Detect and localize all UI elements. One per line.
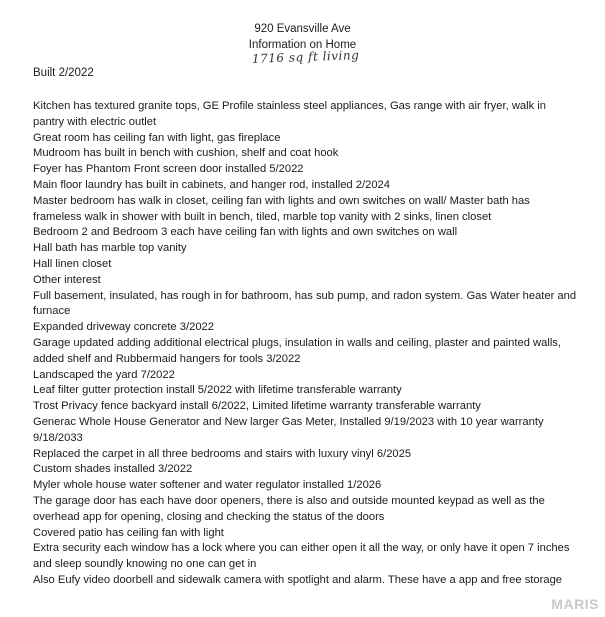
feature-item: Custom shades installed 3/2022: [33, 463, 193, 476]
address-heading: 920 Evansville Ave: [254, 23, 351, 35]
feature-list: [33, 99, 578, 589]
feature-item: Great room has ceiling fan with light, gas fireplace: [33, 131, 281, 144]
document-header: [0, 21, 605, 53]
feature-item: Expanded driveway concrete 3/2022: [33, 321, 214, 334]
maris-watermark: MARIS: [551, 596, 599, 612]
feature-item: Hall bath has marble top vanity: [33, 242, 187, 255]
feature-item: Bedroom 2 and Bedroom 3 each have ceiling fan with lights and own switches on wall: [33, 226, 458, 239]
feature-item: Generac Whole House Generator and New larger Gas Meter, Installed 9/19/2023 with 10 year warranty 9/18/2033: [33, 415, 544, 444]
feature-item: Landscaped the yard 7/2022: [33, 368, 175, 381]
feature-item: Garage updated adding additional electrical plugs, insulation in walls and ceiling, plaster and painted walls, added shelf and Rubbermaid hangers for tools 3/2022: [33, 336, 562, 365]
feature-item: Kitchen has textured granite tops, GE Profile stainless steel appliances, Gas range with air fryer, walk in pantry with electric outlet: [33, 100, 547, 128]
feature-item: Leaf filter gutter protection install 5/2022 with lifetime transferable warranty: [33, 384, 402, 397]
subtitle-heading: Information on Home: [248, 39, 357, 51]
feature-item: Mudroom has built in bench with cushion, shelf and coat hook: [33, 147, 339, 160]
feature-item: The garage door has each have door openers, there is also and outside mounted keypad as well as the overhead app for opening, closing and checking the status of the doors: [33, 494, 545, 523]
feature-item: Other interest: [33, 273, 101, 286]
built-date: Built 2/2022: [33, 67, 94, 79]
feature-item: Myler whole house water softener and water regulator installed 1/2026: [33, 479, 382, 492]
feature-item: Hall linen closet: [33, 257, 112, 270]
feature-item: Master bedroom has walk in closet, ceiling fan with lights and own switches on wall/ Master bath has frameless walk in shower with built in bench, tiled, marble top vanity with 2 sinks, linen closet: [33, 194, 530, 223]
feature-item: Covered patio has ceiling fan with light: [33, 526, 224, 539]
feature-item: Full basement, insulated, has rough in for bathroom, has sub pump, and radon system. Gas Water heater and furnace: [33, 289, 577, 318]
handwritten-note: 1716 sq ft living: [251, 48, 360, 66]
feature-item: Replaced the carpet in all three bedrooms and stairs with luxury vinyl 6/2025: [33, 447, 412, 460]
feature-item: Foyer has Phantom Front screen door installed 5/2022: [33, 163, 304, 176]
feature-item: Also Eufy video doorbell and sidewalk camera with spotlight and alarm. These have a app and free storage: [33, 573, 563, 586]
feature-item: Trost Privacy fence backyard install 6/2022, Limited lifetime warranty transferable warranty: [33, 400, 481, 413]
feature-item: Extra security each window has a lock where you can either open it all the way, or only have it open 7 inches and sleep soundly knowing no one can get in: [33, 542, 570, 571]
feature-item: Main floor laundry has built in cabinets, and hanger rod, installed 2/2024: [33, 178, 390, 191]
